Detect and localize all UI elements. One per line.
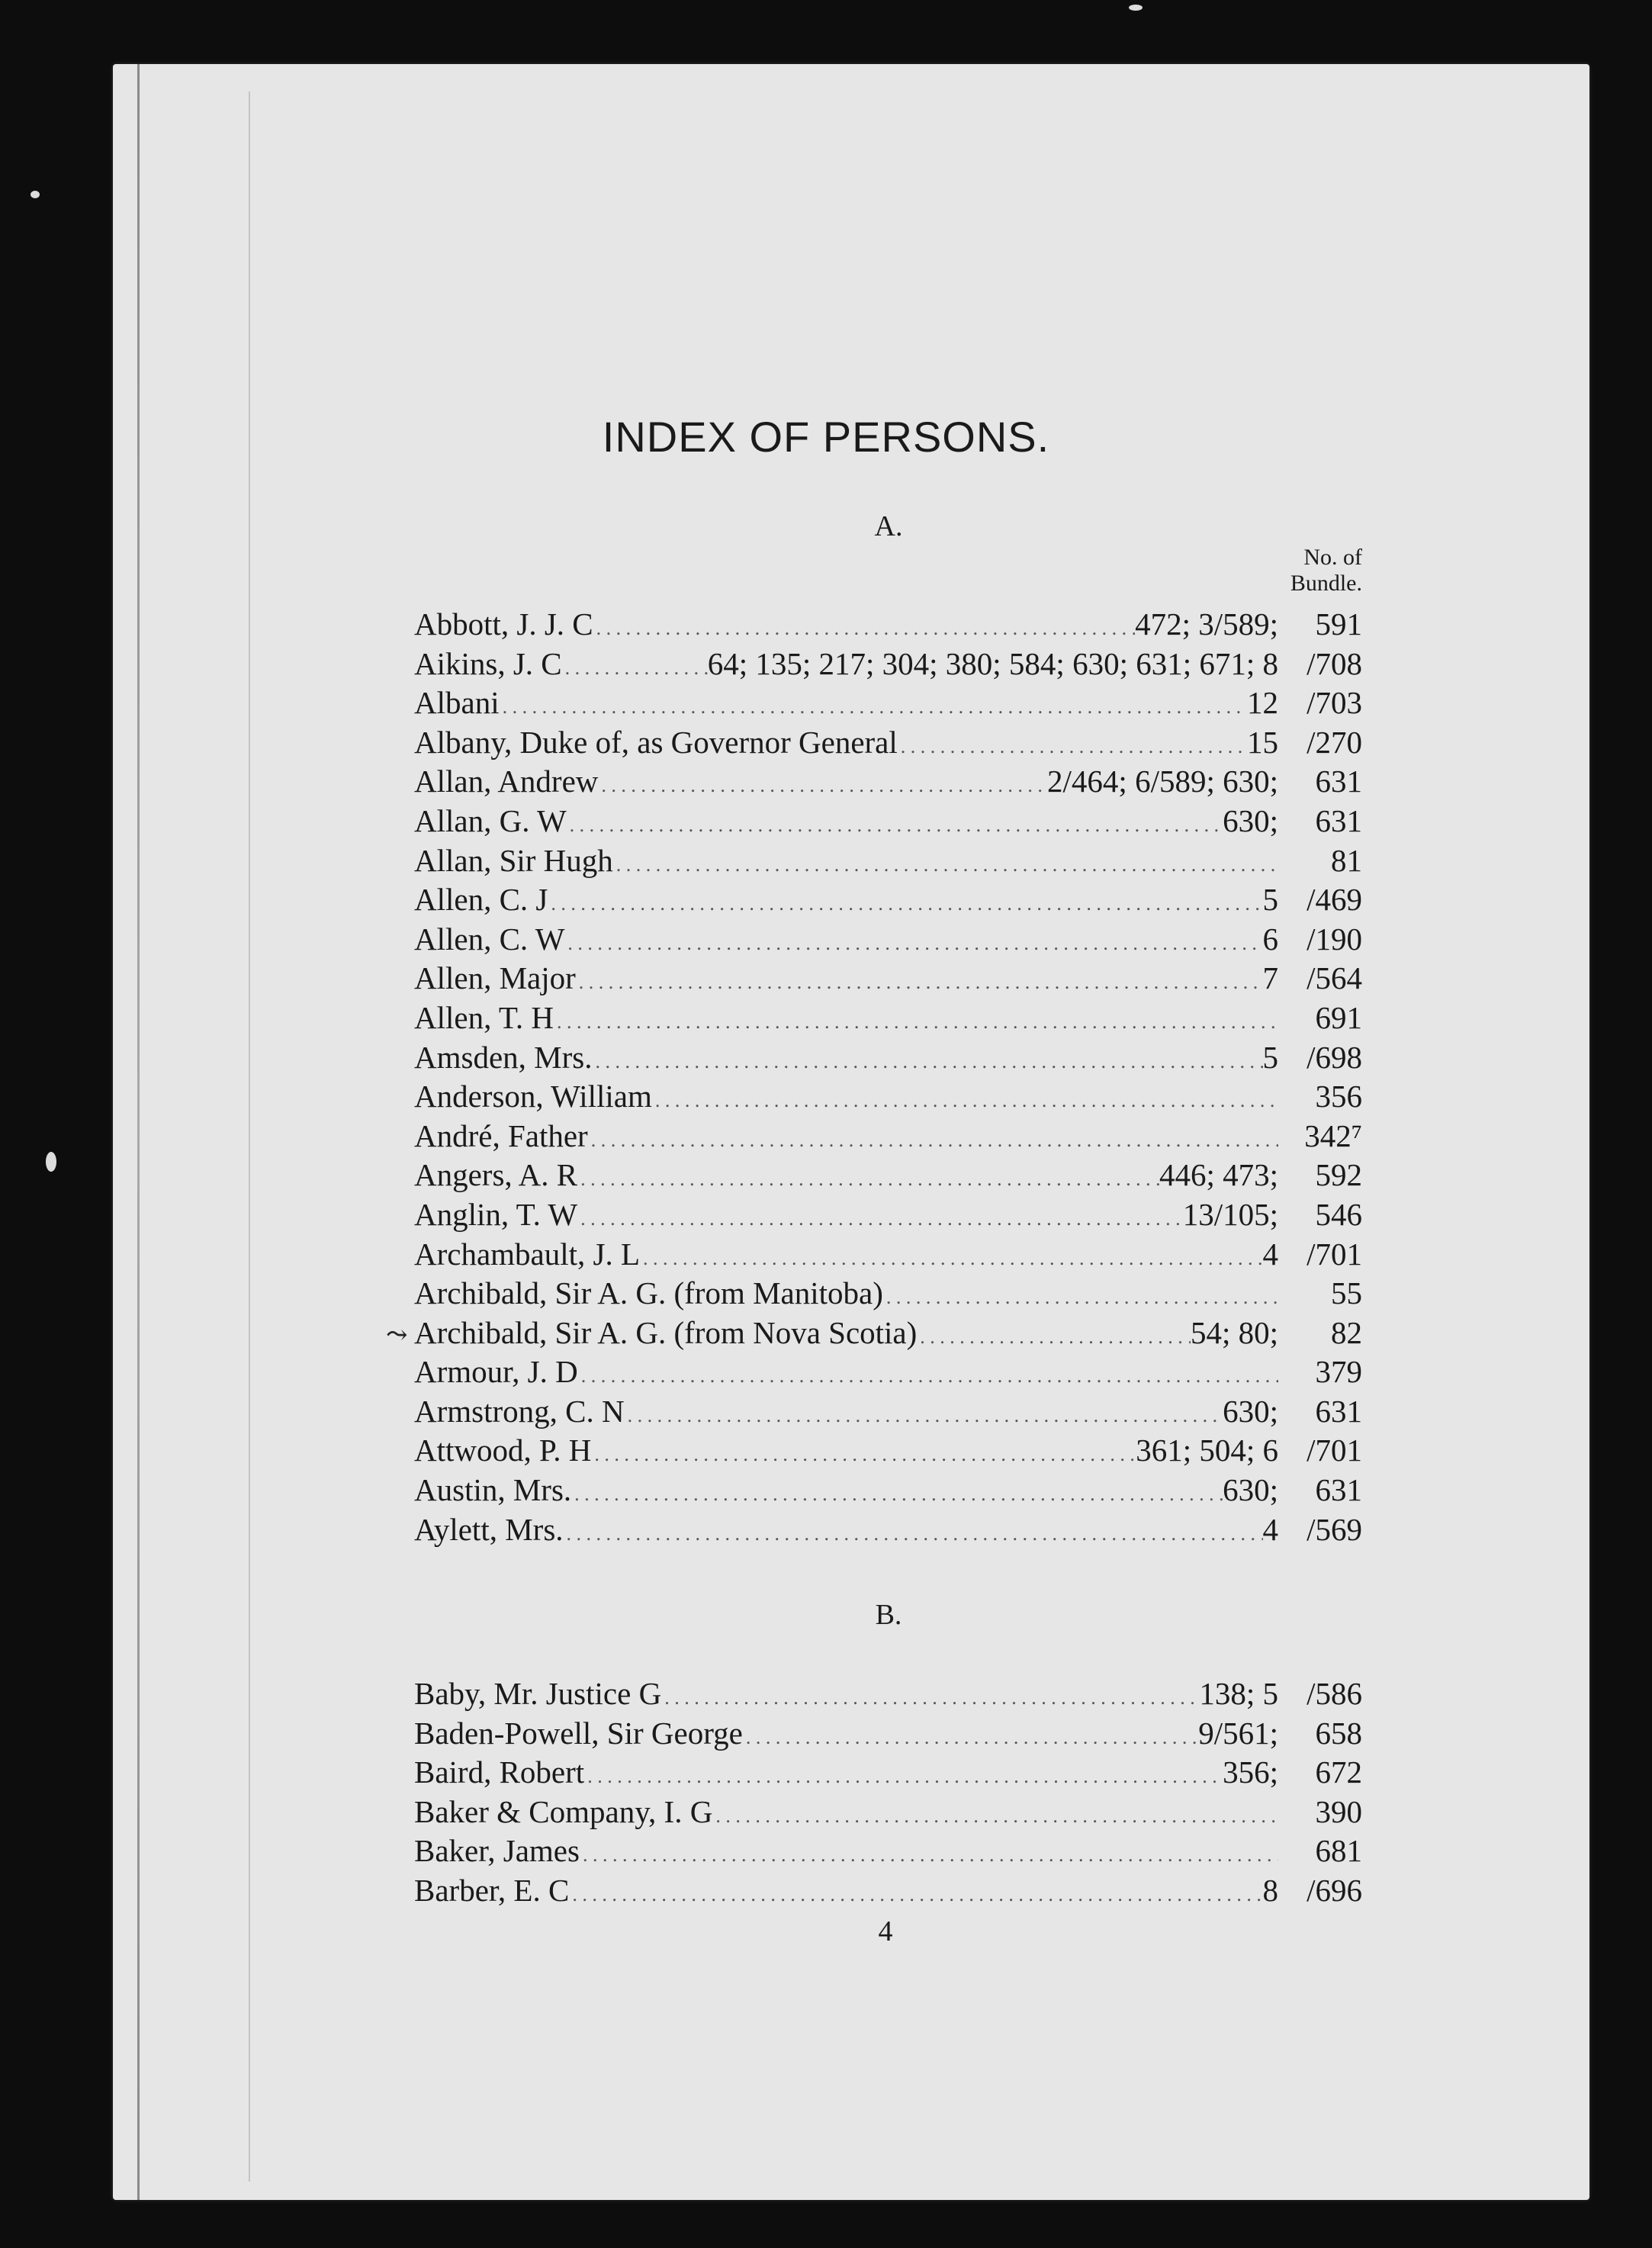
entry-bundle-number: 546 (1315, 1196, 1362, 1232)
margin-pencil-mark: ⤳ (386, 1321, 408, 1349)
index-entry (414, 1038, 1362, 1078)
entry-references: 6 (1262, 921, 1278, 957)
entry-references: 5 (1262, 882, 1278, 918)
entry-bundle-number: 631 (1315, 802, 1362, 838)
entry-bundle-number: /586 (1306, 1676, 1362, 1711)
entry-name: Archibald, Sir A. G. (from Manitoba) (414, 1275, 883, 1311)
entry-name: Abbott, J. J. C (414, 606, 593, 642)
entry-bundle-number: 81 (1331, 842, 1362, 878)
entry-name: Anderson, William (414, 1079, 652, 1114)
index-entry (414, 1714, 1362, 1754)
index-entry (414, 1156, 1362, 1195)
index-entry (414, 1352, 1362, 1392)
entry-bundle-number: 631 (1315, 764, 1362, 799)
entry-bundle-number: /698 (1306, 1039, 1362, 1075)
dot-leader (576, 963, 1263, 1002)
dot-leader (577, 1159, 1159, 1199)
dot-leader (577, 1199, 1183, 1239)
entry-name: Allen, Major (414, 960, 576, 996)
entry-references: 138; 5 (1199, 1676, 1278, 1711)
dot-leader (569, 1875, 1262, 1915)
entry-name: Barber, E. C (414, 1872, 570, 1908)
entry-name: André, Father (414, 1118, 588, 1153)
entry-name: Albani (414, 685, 500, 721)
entry-references: 13/105; (1182, 1196, 1278, 1232)
index-entry (414, 802, 1362, 841)
index-entry (414, 841, 1362, 881)
index-entry (414, 1117, 1362, 1156)
index-entry (414, 1314, 1362, 1353)
dot-leader (578, 1356, 1278, 1396)
entry-bundle-number: /564 (1306, 960, 1362, 996)
entry-name: Archambault, J. L (414, 1236, 641, 1272)
index-entry (414, 1674, 1362, 1714)
entry-name: Aylett, Mrs. (414, 1511, 564, 1547)
dot-leader (571, 1475, 1223, 1514)
dot-leader (640, 1239, 1262, 1278)
entry-name: Baden-Powell, Sir George (414, 1715, 743, 1751)
dot-leader (588, 1121, 1278, 1160)
dot-leader (625, 1396, 1223, 1436)
index-entry (414, 1753, 1362, 1793)
page-title: INDEX OF PERSONS. (602, 413, 1050, 461)
entry-bundle-number: /701 (1306, 1236, 1362, 1272)
entry-references: 8 (1262, 1872, 1278, 1908)
index-entry (414, 1274, 1362, 1314)
entry-bundle-number: 681 (1315, 1833, 1362, 1869)
column-header-line1: No. of (1303, 545, 1362, 570)
entry-references: 361; 504; 6 (1136, 1433, 1278, 1468)
entry-references: 630; (1223, 802, 1278, 838)
column-header-line2: Bundle. (1290, 571, 1362, 596)
entry-name: Allan, Sir Hugh (414, 842, 613, 878)
entry-name: Archibald, Sir A. G. (from Nova Scotia) (414, 1314, 918, 1350)
entry-bundle-number: /703 (1306, 685, 1362, 721)
entry-name: Angers, A. R (414, 1157, 578, 1193)
entry-bundle-number: 390 (1315, 1793, 1362, 1829)
entry-references: 4 (1262, 1511, 1278, 1547)
entry-references: 630; (1223, 1393, 1278, 1429)
entry-name: Allan, G. W (414, 802, 567, 838)
entry-name: Amsden, Mrs. (414, 1039, 593, 1075)
index-list-a (414, 605, 1362, 1549)
binding-edge (137, 64, 140, 2200)
index-entry (414, 880, 1362, 920)
entry-bundle-number: 55 (1331, 1275, 1362, 1311)
entry-bundle-number: 82 (1331, 1314, 1362, 1350)
entry-name: Armour, J. D (414, 1354, 578, 1390)
entry-references: 7 (1262, 960, 1278, 996)
dot-leader (554, 1002, 1278, 1042)
entry-bundle-number: 591 (1315, 606, 1362, 642)
entry-name: Anglin, T. W (414, 1196, 578, 1232)
index-entry (414, 762, 1362, 802)
page-number: 4 (878, 1915, 893, 1947)
entry-references: 630; (1223, 1472, 1278, 1508)
index-entry (414, 1195, 1362, 1235)
dot-leader (593, 609, 1135, 648)
dot-leader (564, 1514, 1263, 1554)
entry-name: Baby, Mr. Justice G (414, 1676, 662, 1711)
index-entry (414, 683, 1362, 723)
index-entry (414, 1793, 1362, 1832)
index-entry (414, 723, 1362, 763)
entry-references: 472; 3/589; (1135, 606, 1278, 642)
index-entry (414, 1235, 1362, 1275)
entry-bundle-number: 691 (1315, 999, 1362, 1035)
entry-name: Armstrong, C. N (414, 1393, 625, 1429)
entry-name: Allen, T. H (414, 999, 554, 1035)
dot-leader (567, 806, 1223, 845)
entry-name: Allen, C. W (414, 921, 565, 957)
index-entry (414, 920, 1362, 960)
index-entry (414, 1392, 1362, 1432)
index-entry (414, 1510, 1362, 1550)
dot-leader (712, 1796, 1278, 1836)
dot-leader (743, 1718, 1198, 1758)
dot-leader (500, 687, 1247, 727)
entry-bundle-number: /708 (1306, 645, 1362, 681)
dot-leader (592, 1042, 1262, 1082)
index-entry (414, 1832, 1362, 1871)
index-entry (414, 1431, 1362, 1471)
entry-bundle-number: 658 (1315, 1715, 1362, 1751)
index-list-b (414, 1674, 1362, 1911)
entry-references: 356; (1223, 1754, 1278, 1790)
entry-references: 5 (1262, 1039, 1278, 1075)
entry-name: Baird, Robert (414, 1754, 585, 1790)
entry-references: 15 (1247, 724, 1278, 760)
dot-leader (883, 1278, 1278, 1317)
dot-leader (584, 1757, 1223, 1796)
entry-bundle-number: 379 (1315, 1354, 1362, 1390)
entry-bundle-number: 631 (1315, 1472, 1362, 1508)
entry-bundle-number: /569 (1306, 1511, 1362, 1547)
dot-leader (562, 648, 708, 688)
dot-leader (917, 1317, 1191, 1357)
entry-bundle-number: /696 (1306, 1872, 1362, 1908)
entry-references: 12 (1247, 685, 1278, 721)
entry-references: 9/561; (1198, 1715, 1278, 1751)
scan-speck (31, 191, 40, 198)
entry-name: Albany, Duke of, as Governor General (414, 724, 898, 760)
dot-leader (564, 924, 1262, 963)
index-entry (414, 1471, 1362, 1510)
scan-speck (1129, 5, 1143, 11)
entry-bundle-number: 631 (1315, 1393, 1362, 1429)
section-letter-b: B. (875, 1599, 902, 1631)
index-entry (414, 1871, 1362, 1911)
index-entry (414, 645, 1362, 684)
dot-leader (580, 1835, 1278, 1875)
column-header-bundle (1236, 545, 1362, 597)
entry-bundle-number: 672 (1315, 1754, 1362, 1790)
entry-name: Allan, Andrew (414, 764, 599, 799)
entry-bundle-number: /270 (1306, 724, 1362, 760)
entry-name: Baker, James (414, 1833, 580, 1869)
index-entry (414, 999, 1362, 1038)
dot-leader (591, 1435, 1136, 1475)
entry-name: Allen, C. J (414, 882, 548, 918)
entry-bundle-number: 592 (1315, 1157, 1362, 1193)
binding-crease (249, 92, 250, 2182)
entry-bundle-number: /701 (1306, 1433, 1362, 1468)
entry-references: 54; 80; (1190, 1314, 1278, 1350)
entry-name: Aikins, J. C (414, 645, 562, 681)
entry-bundle-number: 342⁷ (1304, 1118, 1362, 1153)
entry-bundle-number: 356 (1315, 1079, 1362, 1114)
section-letter-a: A. (874, 510, 903, 542)
entry-name: Austin, Mrs. (414, 1472, 572, 1508)
dot-leader (898, 727, 1247, 767)
entry-references: 4 (1262, 1236, 1278, 1272)
entry-name: Baker & Company, I. G (414, 1793, 713, 1829)
entry-bundle-number: /469 (1306, 882, 1362, 918)
entry-references: 446; 473; (1159, 1157, 1278, 1193)
index-entry (414, 1077, 1362, 1117)
entry-references: 64; 135; 217; 304; 380; 584; 630; 631; 671; 8 (707, 645, 1278, 681)
entry-bundle-number: /190 (1306, 921, 1362, 957)
entry-references: 2/464; 6/589; 630; (1047, 764, 1278, 799)
dot-leader (548, 884, 1262, 924)
dot-leader (598, 766, 1047, 806)
dot-leader (661, 1678, 1199, 1718)
scan-speck (46, 1152, 56, 1172)
entry-name: Attwood, P. H (414, 1433, 592, 1468)
index-entry (414, 605, 1362, 645)
index-entry (414, 959, 1362, 999)
dot-leader (652, 1081, 1278, 1121)
dot-leader (613, 845, 1278, 885)
